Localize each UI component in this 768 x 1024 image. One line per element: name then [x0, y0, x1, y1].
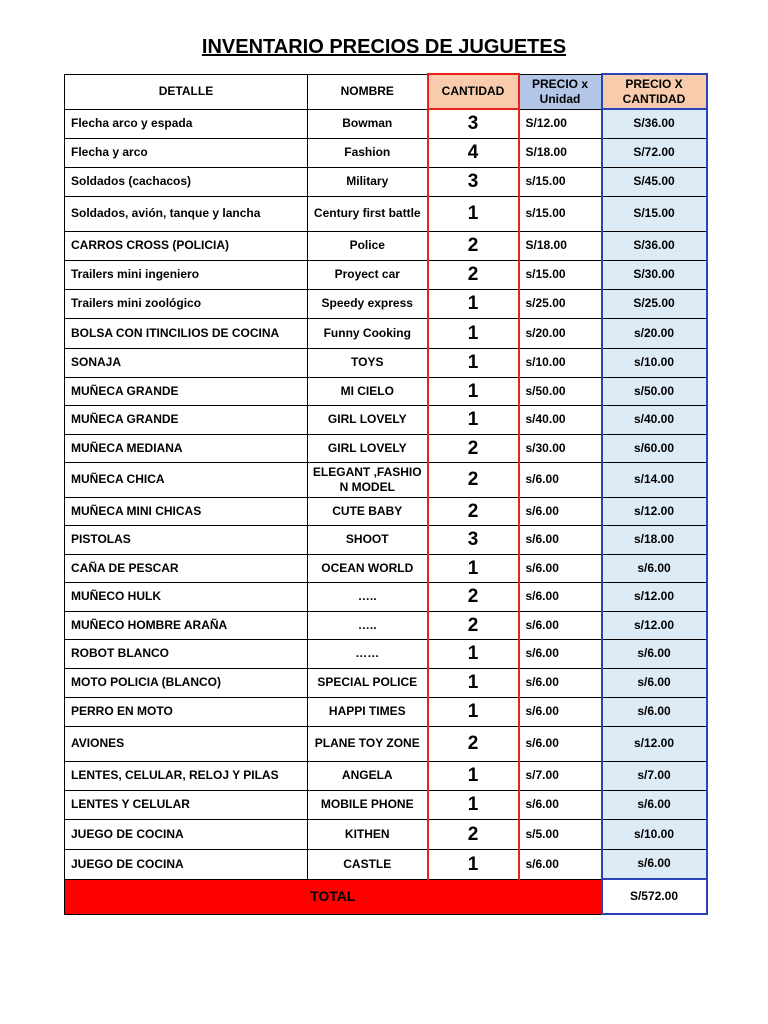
- table-row: [65, 348, 707, 377]
- table-row: [65, 377, 707, 405]
- cell-detalle: Soldados (cachacos): [65, 167, 308, 196]
- cell-nombre: ELEGANT ,FASHIO N MODEL: [308, 462, 428, 497]
- cell-nombre: MOBILE PHONE: [308, 790, 428, 819]
- cell-nombre: ANGELA: [308, 761, 428, 790]
- cell-precio-cantidad: s/60.00: [602, 434, 707, 462]
- table-row: [65, 497, 707, 525]
- cell-cantidad: 1: [428, 196, 519, 231]
- cell-nombre: Speedy express: [308, 289, 428, 318]
- cell-detalle: JUEGO DE COCINA: [65, 849, 308, 879]
- cell-nombre: …..: [308, 582, 428, 611]
- cell-nombre: TOYS: [308, 348, 428, 377]
- table-row: [65, 196, 707, 231]
- cell-precio-cantidad: s/50.00: [602, 377, 707, 405]
- cell-precio-cantidad: s/10.00: [602, 348, 707, 377]
- cell-cantidad: 2: [428, 462, 519, 497]
- table-row: [65, 554, 707, 582]
- cell-cantidad: 2: [428, 611, 519, 639]
- table-row: [65, 231, 707, 260]
- cell-nombre: Police: [308, 231, 428, 260]
- cell-nombre: KITHEN: [308, 819, 428, 849]
- cell-precio-cantidad: s/6.00: [602, 790, 707, 819]
- cell-nombre: Military: [308, 167, 428, 196]
- table-row: [65, 167, 707, 196]
- cell-detalle: MUÑECO HOMBRE ARAÑA: [65, 611, 308, 639]
- cell-precio-cantidad: s/12.00: [602, 611, 707, 639]
- cell-detalle: MUÑECA MINI CHICAS: [65, 497, 308, 525]
- table-row: [65, 434, 707, 462]
- cell-nombre: GIRL LOVELY: [308, 434, 428, 462]
- cell-cantidad: 1: [428, 377, 519, 405]
- cell-precio-cantidad: s/7.00: [602, 761, 707, 790]
- cell-precio-unidad: s/6.00: [519, 790, 602, 819]
- table-row: [65, 761, 707, 790]
- cell-precio-cantidad: S/36.00: [602, 231, 707, 260]
- cell-cantidad: 1: [428, 849, 519, 879]
- cell-detalle: Flecha arco y espada: [65, 109, 308, 138]
- cell-detalle: LENTES Y CELULAR: [65, 790, 308, 819]
- table-row: [65, 639, 707, 668]
- cell-precio-unidad: S/18.00: [519, 138, 602, 167]
- table-row: [65, 405, 707, 434]
- cell-cantidad: 1: [428, 790, 519, 819]
- cell-precio-unidad: S/18.00: [519, 231, 602, 260]
- cell-precio-unidad: s/7.00: [519, 761, 602, 790]
- header-precio-unidad: PRECIO x Unidad: [519, 74, 602, 109]
- cell-detalle: LENTES, CELULAR, RELOJ Y PILAS: [65, 761, 308, 790]
- cell-detalle: CARROS CROSS (POLICIA): [65, 231, 308, 260]
- table-row: [65, 790, 707, 819]
- cell-nombre: OCEAN WORLD: [308, 554, 428, 582]
- cell-precio-unidad: s/6.00: [519, 726, 602, 761]
- cell-cantidad: 2: [428, 260, 519, 289]
- cell-cantidad: 1: [428, 348, 519, 377]
- cell-precio-cantidad: s/6.00: [602, 554, 707, 582]
- header-nombre: NOMBRE: [308, 74, 428, 109]
- table-header-row: [65, 74, 707, 109]
- cell-detalle: SONAJA: [65, 348, 308, 377]
- cell-cantidad: 2: [428, 726, 519, 761]
- cell-precio-cantidad: S/36.00: [602, 109, 707, 138]
- table-row: [65, 668, 707, 697]
- cell-detalle: Flecha y arco: [65, 138, 308, 167]
- cell-precio-cantidad: S/15.00: [602, 196, 707, 231]
- cell-precio-unidad: s/50.00: [519, 377, 602, 405]
- page-title-text: INVENTARIO PRECIOS DE JUGUETES: [201, 36, 567, 58]
- cell-detalle: ROBOT BLANCO: [65, 639, 308, 668]
- table-row: [65, 697, 707, 726]
- cell-cantidad: 3: [428, 167, 519, 196]
- cell-nombre: …..: [308, 611, 428, 639]
- cell-detalle: MOTO POLICIA (BLANCO): [65, 668, 308, 697]
- cell-precio-unidad: s/6.00: [519, 639, 602, 668]
- cell-detalle: PERRO EN MOTO: [65, 697, 308, 726]
- cell-nombre: HAPPI TIMES: [308, 697, 428, 726]
- cell-detalle: Trailers mini ingeniero: [65, 260, 308, 289]
- page-title: [0, 36, 768, 59]
- cell-precio-cantidad: s/12.00: [602, 582, 707, 611]
- cell-cantidad: 1: [428, 554, 519, 582]
- cell-precio-unidad: s/40.00: [519, 405, 602, 434]
- cell-precio-unidad: s/20.00: [519, 318, 602, 348]
- cell-precio-unidad: s/25.00: [519, 289, 602, 318]
- cell-detalle: Soldados, avión, tanque y lancha: [65, 196, 308, 231]
- cell-nombre: SPECIAL POLICE: [308, 668, 428, 697]
- cell-nombre: CASTLE: [308, 849, 428, 879]
- cell-precio-unidad: s/6.00: [519, 582, 602, 611]
- cell-precio-unidad: s/15.00: [519, 196, 602, 231]
- inventory-table: [64, 73, 708, 915]
- cell-detalle: AVIONES: [65, 726, 308, 761]
- cell-nombre: MI CIELO: [308, 377, 428, 405]
- cell-cantidad: 1: [428, 639, 519, 668]
- cell-nombre: PLANE TOY ZONE: [308, 726, 428, 761]
- table-row: [65, 138, 707, 167]
- total-label: TOTAL: [65, 879, 602, 914]
- cell-cantidad: 2: [428, 582, 519, 611]
- header-cantidad: CANTIDAD: [428, 74, 519, 109]
- cell-nombre: CUTE BABY: [308, 497, 428, 525]
- cell-precio-cantidad: s/10.00: [602, 819, 707, 849]
- cell-precio-cantidad: S/45.00: [602, 167, 707, 196]
- cell-precio-cantidad: s/6.00: [602, 849, 707, 879]
- cell-precio-unidad: s/6.00: [519, 611, 602, 639]
- cell-detalle: CAÑA DE PESCAR: [65, 554, 308, 582]
- table-row: [65, 819, 707, 849]
- cell-cantidad: 1: [428, 318, 519, 348]
- cell-precio-cantidad: s/20.00: [602, 318, 707, 348]
- cell-precio-cantidad: s/6.00: [602, 697, 707, 726]
- cell-cantidad: 1: [428, 697, 519, 726]
- cell-precio-cantidad: S/30.00: [602, 260, 707, 289]
- cell-precio-cantidad: s/12.00: [602, 726, 707, 761]
- cell-precio-unidad: s/6.00: [519, 525, 602, 554]
- table-row: [65, 109, 707, 138]
- cell-cantidad: 2: [428, 497, 519, 525]
- cell-precio-unidad: s/6.00: [519, 462, 602, 497]
- cell-detalle: PISTOLAS: [65, 525, 308, 554]
- cell-cantidad: 1: [428, 289, 519, 318]
- cell-nombre: GIRL LOVELY: [308, 405, 428, 434]
- table-row: [65, 260, 707, 289]
- cell-precio-cantidad: s/14.00: [602, 462, 707, 497]
- table-row: [65, 318, 707, 348]
- cell-precio-unidad: s/6.00: [519, 497, 602, 525]
- cell-precio-cantidad: S/25.00: [602, 289, 707, 318]
- table-row: [65, 849, 707, 879]
- cell-detalle: MUÑECA GRANDE: [65, 377, 308, 405]
- cell-detalle: JUEGO DE COCINA: [65, 819, 308, 849]
- cell-cantidad: 2: [428, 231, 519, 260]
- cell-precio-cantidad: s/6.00: [602, 668, 707, 697]
- cell-precio-cantidad: S/72.00: [602, 138, 707, 167]
- cell-cantidad: 1: [428, 761, 519, 790]
- cell-precio-unidad: s/6.00: [519, 849, 602, 879]
- cell-precio-unidad: s/5.00: [519, 819, 602, 849]
- cell-cantidad: 4: [428, 138, 519, 167]
- cell-precio-cantidad: s/40.00: [602, 405, 707, 434]
- table-row: [65, 462, 707, 497]
- cell-precio-cantidad: s/18.00: [602, 525, 707, 554]
- cell-nombre: ……: [308, 639, 428, 668]
- cell-nombre: Funny Cooking: [308, 318, 428, 348]
- cell-cantidad: 3: [428, 109, 519, 138]
- table-row: [65, 289, 707, 318]
- cell-nombre: Century first battle: [308, 196, 428, 231]
- cell-precio-unidad: s/6.00: [519, 668, 602, 697]
- cell-detalle: MUÑECA GRANDE: [65, 405, 308, 434]
- cell-cantidad: 3: [428, 525, 519, 554]
- cell-precio-unidad: s/15.00: [519, 260, 602, 289]
- cell-precio-unidad: s/10.00: [519, 348, 602, 377]
- table-row: [65, 611, 707, 639]
- cell-cantidad: 1: [428, 668, 519, 697]
- cell-nombre: Bowman: [308, 109, 428, 138]
- cell-detalle: MUÑECO HULK: [65, 582, 308, 611]
- cell-precio-unidad: s/30.00: [519, 434, 602, 462]
- cell-detalle: MUÑECA CHICA: [65, 462, 308, 497]
- cell-nombre: Fashion: [308, 138, 428, 167]
- cell-cantidad: 2: [428, 434, 519, 462]
- header-precio-cantidad: PRECIO X CANTIDAD: [602, 74, 707, 109]
- table-row: [65, 525, 707, 554]
- cell-precio-cantidad: s/12.00: [602, 497, 707, 525]
- cell-precio-unidad: s/15.00: [519, 167, 602, 196]
- cell-precio-unidad: S/12.00: [519, 109, 602, 138]
- total-value: S/572.00: [602, 879, 707, 914]
- cell-detalle: BOLSA CON ITINCILIOS DE COCINA: [65, 318, 308, 348]
- cell-nombre: Proyect car: [308, 260, 428, 289]
- cell-detalle: MUÑECA MEDIANA: [65, 434, 308, 462]
- header-detalle: DETALLE: [65, 74, 308, 109]
- cell-precio-unidad: s/6.00: [519, 697, 602, 726]
- cell-cantidad: 2: [428, 819, 519, 849]
- cell-detalle: Trailers mini zoológico: [65, 289, 308, 318]
- table-row: [65, 582, 707, 611]
- cell-precio-cantidad: s/6.00: [602, 639, 707, 668]
- cell-nombre: SHOOT: [308, 525, 428, 554]
- table-row: [65, 726, 707, 761]
- cell-precio-unidad: s/6.00: [519, 554, 602, 582]
- total-row: [65, 879, 707, 914]
- cell-cantidad: 1: [428, 405, 519, 434]
